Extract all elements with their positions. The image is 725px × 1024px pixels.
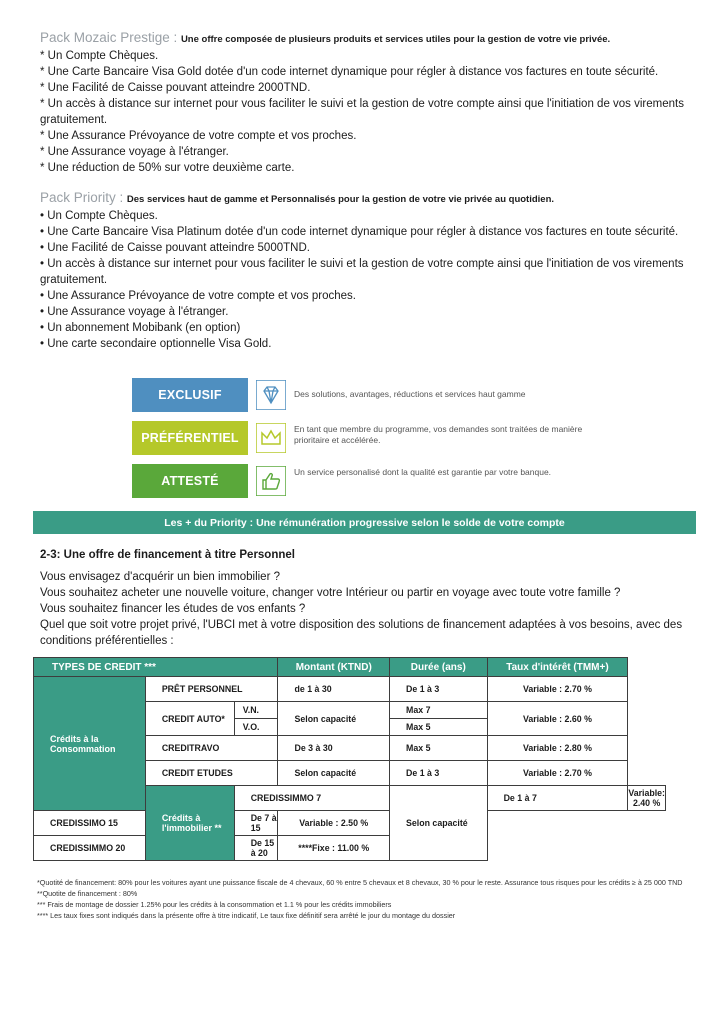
badge-text-exclusif: Des solutions, avantages, réductions et services haut gamme	[294, 389, 526, 399]
list-item: * Un Compte Chèques.	[40, 50, 159, 62]
credit-table	[33, 657, 666, 861]
table-row	[34, 677, 666, 702]
priority-desc: Des services haut de gamme et Personnalisés pour la gestion de votre vie privée au quotidien.	[126, 194, 555, 205]
table-cell: V.N.	[234, 702, 278, 719]
table-cell: De 1 à 3	[390, 761, 488, 786]
table-cell: Variable: 2.40 %	[628, 786, 666, 811]
list-item: * Une Facilité de Caisse pouvant atteindre 2000TND.	[40, 82, 311, 94]
table-header: Durée (ans)	[390, 658, 488, 677]
table-cell: Selon capacité	[278, 761, 390, 786]
table-cell: De 7 à 15	[234, 811, 278, 836]
table-cell: De 3 à 30	[278, 736, 390, 761]
priority-banner: Les + du Priority : Une rémunération progressive selon le solde de votre compte	[33, 511, 696, 534]
table-cell: CREDISSIMO 15	[34, 811, 235, 836]
list-item: • Une Carte Bancaire Visa Platinum dotée d'un code internet dynamique pour régler à distance vos factures en toute sécurité.	[40, 226, 679, 238]
thumbs-up-icon	[254, 464, 288, 498]
intro-line: Vous envisagez d'acquérir un bien immobilier ?	[40, 571, 280, 583]
list-item: * Une réduction de 50% sur votre deuxième carte.	[40, 162, 295, 174]
table-row	[34, 811, 666, 836]
table-cell: Variable : 2.50 %	[278, 811, 390, 836]
list-item: • Un accès à distance sur internet pour vous faciliter le suivi et la gestion de votre compte ainsi que l'initiation de vos virements gratuitement.	[40, 258, 684, 286]
table-cell: CREDITRAVO	[145, 736, 278, 761]
list-item: * Une Assurance Prévoyance de votre compte et vos proches.	[40, 130, 357, 142]
priority-name: Pack Priority :	[40, 190, 124, 205]
footnote: *** Frais de montage de dossier 1.25% pour les crédits à la consommation et 1.1 % pour les crédits immobiliers	[37, 900, 392, 909]
category-immo: Crédits à l'immobilier **	[145, 786, 234, 861]
category-conso: Crédits à la Consommation	[34, 677, 146, 811]
table-header: Taux d'intérêt (TMM+)	[487, 658, 628, 677]
mozaic-title	[40, 30, 700, 48]
table-cell: Max 5	[390, 736, 488, 761]
table-cell: CREDISSIMMO 20	[34, 836, 235, 861]
table-cell: Selon capacité	[278, 702, 390, 736]
table-cell: ****Fixe : 11.00 %	[278, 836, 390, 861]
financing-intro	[40, 569, 700, 649]
list-item: * Une Assurance voyage à l'étranger.	[40, 146, 229, 158]
priority-section	[40, 190, 700, 352]
table-cell: Variable : 2.70 %	[487, 677, 628, 702]
badge-atteste: ATTESTÉ	[132, 464, 248, 498]
table-header: Montant (KTND)	[278, 658, 390, 677]
table-cell: Variable : 2.80 %	[487, 736, 628, 761]
badge-row-atteste	[132, 464, 592, 498]
list-item: • Un abonnement Mobibank (en option)	[40, 322, 241, 334]
table-cell: Max 5	[390, 719, 488, 736]
intro-line: Vous souhaitez financer les études de vos enfants ?	[40, 603, 306, 615]
list-item: • Une Assurance voyage à l'étranger.	[40, 306, 229, 318]
table-cell: De 15 à 20	[234, 836, 278, 861]
badge-text-preferentiel: En tant que membre du programme, vos demandes sont traitées de manière prioritaire et accélérée.	[294, 424, 583, 445]
table-cell: Variable : 2.70 %	[487, 761, 628, 786]
list-item: * Un accès à distance sur internet pour vous faciliter le suivi et la gestion de votre compte ainsi que l'initiation de vos virements gratuitement.	[40, 98, 684, 126]
table-header-row	[34, 658, 666, 677]
footnote: **** Les taux fixes sont indiqués dans la présente offre à titre indicatif, Le taux fixe définitif sera arrêté le jour du montage du dossier	[37, 911, 456, 920]
table-cell: CREDIT AUTO*	[145, 702, 234, 736]
table-cell: Max 7	[390, 702, 488, 719]
table-header: TYPES DE CREDIT ***	[34, 658, 278, 677]
list-item: • Un Compte Chèques.	[40, 210, 158, 222]
table-row	[34, 836, 666, 861]
table-cell: CREDISSIMMO 7	[234, 786, 389, 811]
mozaic-desc: Une offre composée de plusieurs produits et services utiles pour la gestion de votre vie privée.	[180, 34, 611, 45]
list-item: • Une Facilité de Caisse pouvant atteindre 5000TND.	[40, 242, 310, 254]
footnotes	[37, 877, 687, 921]
table-cell: de 1 à 30	[278, 677, 390, 702]
diamond-icon	[254, 378, 288, 412]
intro-line: Vous souhaitez acheter une nouvelle voiture, changer votre Intérieur ou partir en voyage avec toute votre famille ?	[40, 587, 621, 599]
badge-preferentiel: PRÉFÉRENTIEL	[132, 421, 248, 455]
mozaic-name: Pack Mozaic Prestige :	[40, 30, 178, 45]
table-cell: PRÊT PERSONNEL	[145, 677, 278, 702]
list-item: * Une Carte Bancaire Visa Gold dotée d'un code internet dynamique pour régler à distance vos factures en toute sécurité.	[40, 66, 659, 78]
list-item: • Une carte secondaire optionnelle Visa Gold.	[40, 338, 272, 350]
list-item: • Une Assurance Prévoyance de votre compte et vos proches.	[40, 290, 356, 302]
badge-row-preferentiel	[132, 421, 592, 455]
financing-heading: 2-3: Une offre de financement à titre Personnel	[40, 549, 295, 561]
footnote: *Quotité de financement: 80% pour les voitures ayant une puissance fiscale de 4 chevaux, 60 % entre 5 chevaux et 8 chevaux, 30 % pour le reste. Assurance tous risques pour les crédits ≥ à 25 000 TND	[37, 878, 683, 887]
mozaic-section	[40, 30, 700, 176]
table-cell: CREDIT ETUDES	[145, 761, 278, 786]
footnote: **Quotite de financement : 80%	[37, 889, 138, 898]
badge-row-exclusif	[132, 378, 592, 412]
table-cell: De 1 à 7	[487, 786, 628, 811]
intro-line: Quel que soit votre projet privé, l'UBCI met à votre disposition des solutions de financement adaptées à vos besoins, avec des conditions préférentielles :	[40, 619, 683, 647]
priority-title	[40, 190, 700, 208]
badge-text-atteste: Un service personalisé dont la qualité est garantie par votre banque.	[294, 467, 552, 477]
table-cell: De 1 à 3	[390, 677, 488, 702]
table-cell: Selon capacité	[390, 786, 488, 861]
badge-exclusif: EXCLUSIF	[132, 378, 248, 412]
table-cell: Variable : 2.60 %	[487, 702, 628, 736]
table-cell: V.O.	[234, 719, 278, 736]
crown-icon	[254, 421, 288, 455]
